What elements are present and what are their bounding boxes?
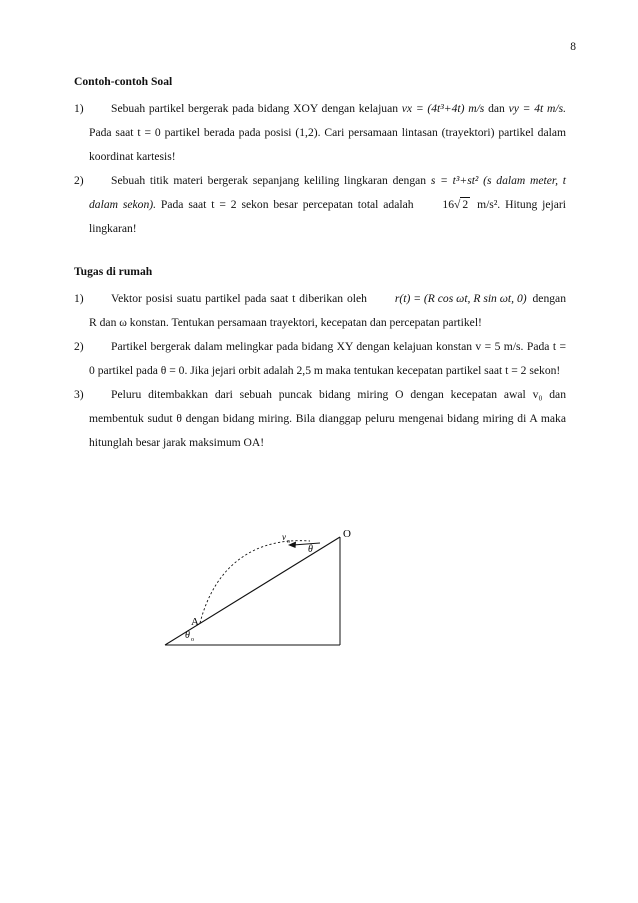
label-theta-top: θ xyxy=(308,544,313,555)
item-number: 1) xyxy=(74,292,84,305)
example-item-1 xyxy=(74,97,566,169)
item-number: 2) xyxy=(74,340,84,353)
incline-surface xyxy=(165,537,340,645)
inclined-plane-figure xyxy=(160,525,360,655)
homework-item-1 xyxy=(74,287,566,335)
item-number: 1) xyxy=(74,102,84,115)
velocity-arrow xyxy=(293,543,320,545)
item-text: Peluru ditembakkan dari sebuah puncak bidang miring O dengan kecepatan awal v₀ dan membentuk sudut θ dengan bidang miring. Bila dianggap peluru mengenai bidang miring di A maka hitunglah besar jarak maksimum OA! xyxy=(89,388,566,449)
page-number: 8 xyxy=(570,41,576,53)
document-body xyxy=(74,75,566,455)
label-theta-bottom-subscript: o xyxy=(191,637,194,643)
item-text: Sebuah titik materi bergerak sepanjang keliling lingkaran dengan s = t³+st² (s dalam meter, t dalam sekon). Pada saat t = 2 sekon besar percepatan total adalah 16√ 2 m/s². Hitung jejari lingkaran! xyxy=(89,174,566,235)
item-text: Sebuah partikel bergerak pada bidang XOY dengan kelajuan vx = (4t³+4t) m/s dan vy = 4t m/s. Pada saat t = 0 partikel berada pada posisi (1,2). Cari persamaan lintasan (trayektori) partikel dalam koordinat kartesis! xyxy=(89,102,566,163)
item-number: 3) xyxy=(74,388,84,401)
item-text: Partikel bergerak dalam melingkar pada bidang XY dengan kelajuan konstan v = 5 m/s. Pada t = 0 partikel pada θ = 0. Jika jejari orbit adalah 2,5 m maka tentukan kecepatan partikel saat t = 2 sekon! xyxy=(89,340,566,377)
label-v: v xyxy=(282,532,286,542)
label-v-subscript: o xyxy=(287,539,290,545)
homework-item-2 xyxy=(74,335,566,383)
label-theta-bottom: θ xyxy=(185,630,190,641)
projectile-trajectory xyxy=(200,541,310,623)
label-A: A xyxy=(191,616,199,628)
section-title-examples: Contoh-contoh Soal xyxy=(74,75,173,88)
label-O: O xyxy=(343,528,351,540)
item-number: 2) xyxy=(74,174,84,187)
section-title-homework: Tugas di rumah xyxy=(74,265,153,278)
item-text: Vektor posisi suatu partikel pada saat t diberikan oleh r(t) = (R cos ωt, R sin ωt, 0) dengan R dan ω konstan. Tentukan persamaan trayektori, kecepatan dan percepatan partikel! xyxy=(89,287,566,335)
position-vector-equation: r(t) = (R cos ωt, R sin ωt, 0) xyxy=(394,292,527,305)
acceleration-expression: 16√ 2 xyxy=(442,198,469,211)
example-item-2 xyxy=(74,169,566,241)
homework-item-3 xyxy=(74,383,566,455)
